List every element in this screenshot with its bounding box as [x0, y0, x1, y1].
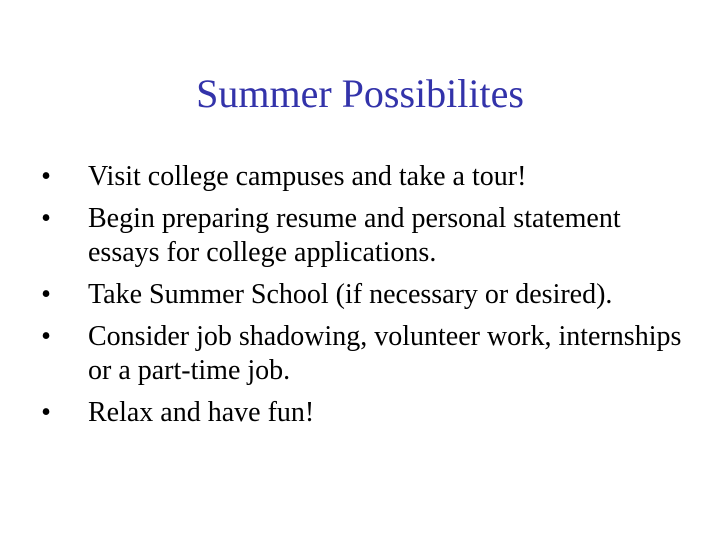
bullet-text: Consider job shadowing, volunteer work, internships or a part-time job.	[88, 321, 682, 386]
bullet-icon: •	[41, 321, 51, 352]
bullet-icon: •	[41, 203, 51, 234]
bullet-item	[36, 160, 696, 194]
bullet-text: Take Summer School (if necessary or desired).	[88, 279, 613, 310]
bullet-item	[36, 202, 696, 270]
bullet-text: Relax and have fun!	[88, 397, 315, 428]
bullet-icon: •	[41, 279, 51, 310]
bullet-item	[36, 396, 696, 430]
bullet-icon: •	[41, 397, 51, 428]
bullet-item	[36, 278, 696, 312]
bullet-icon: •	[41, 161, 51, 192]
bullet-list	[36, 160, 696, 438]
bullet-text: Begin preparing resume and personal statement essays for college applications.	[88, 203, 621, 268]
slide-title: Summer Possibilites	[196, 71, 524, 116]
bullet-item	[36, 320, 696, 388]
bullet-text: Visit college campuses and take a tour!	[88, 161, 527, 192]
